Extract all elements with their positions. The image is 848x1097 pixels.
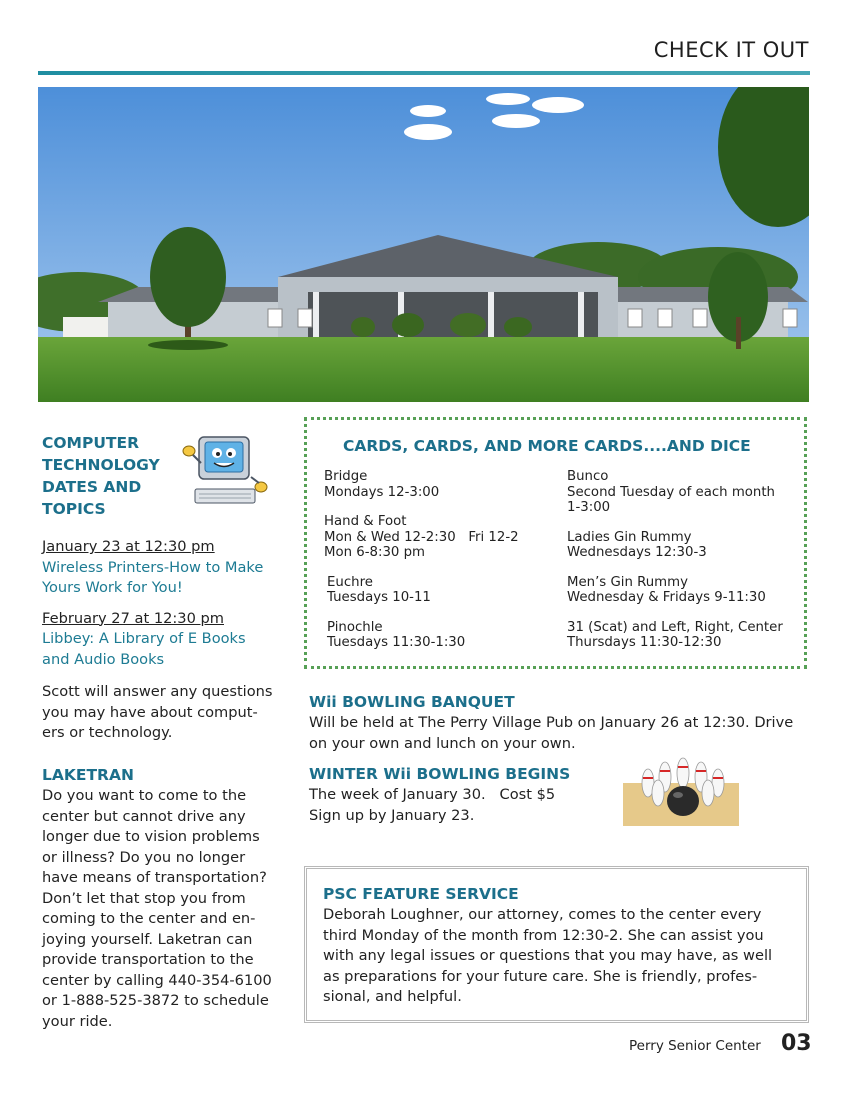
page-number: 03 bbox=[781, 1031, 812, 1056]
laketran-line: provide transportation to the bbox=[42, 951, 254, 968]
psc-line: as preparations for your future care. She is friendly, profes- bbox=[323, 967, 758, 985]
activity-name: Bunco bbox=[567, 469, 609, 484]
computer-tech-heading bbox=[42, 432, 160, 520]
page-section-title: CHECK IT OUT bbox=[653, 38, 809, 62]
activity-time: Tuesdays 10-11 bbox=[327, 590, 431, 605]
laketran-line: have means of transportation? bbox=[42, 869, 267, 886]
laketran-line: joying yourself. Laketran can bbox=[42, 930, 253, 948]
activity-time: Tuesdays 11:30-1:30 bbox=[327, 635, 466, 650]
heading-line: TECHNOLOGY bbox=[42, 456, 160, 474]
session-topic-line: and Audio Books bbox=[42, 650, 165, 668]
card-activity bbox=[567, 620, 802, 651]
senior-center-photo bbox=[38, 87, 809, 402]
laketran-heading: LAKETRAN bbox=[42, 766, 134, 784]
laketran-line: center by calling 440-354-6100 bbox=[42, 971, 272, 989]
activity-time: Mondays 12-3:00 bbox=[324, 484, 440, 500]
wii-banquet-body bbox=[309, 713, 809, 754]
winter-wii-line: Sign up by January 23. bbox=[309, 806, 475, 824]
laketran-line: Don’t let that stop you from bbox=[42, 889, 246, 907]
psc-line: with any legal issues or questions that you may have, as well bbox=[323, 947, 773, 964]
laketran-line: your ride. bbox=[42, 1012, 113, 1030]
card-activity bbox=[567, 575, 802, 606]
activity-name: Euchre bbox=[327, 574, 373, 590]
laketran-line: or 1-888-525-3872 to schedule bbox=[42, 992, 269, 1009]
computer-note-line: Scott will answer any questions bbox=[42, 683, 273, 700]
card-activity bbox=[324, 469, 554, 500]
cards-title: CARDS, CARDS, AND MORE CARDS....AND DICE bbox=[343, 437, 751, 455]
winter-wii-line: The week of January 30. Cost $5 bbox=[309, 786, 556, 803]
wii-banquet-line: on your own and lunch on your own. bbox=[309, 734, 576, 752]
header-divider bbox=[38, 71, 810, 75]
psc-line: sional, and helpful. bbox=[323, 988, 462, 1005]
wii-banquet-heading: Wii BOWLING BANQUET bbox=[309, 693, 515, 711]
activity-name: 31 (Scat) and Left, Right, Center bbox=[567, 619, 783, 635]
heading-line: COMPUTER bbox=[42, 434, 140, 452]
psc-body bbox=[323, 905, 793, 1008]
activity-time: Second Tuesday of each month bbox=[567, 484, 775, 500]
session-topic-line: Libbey: A Library of E Books bbox=[42, 630, 246, 647]
psc-line: third Monday of the month from 12:30-2. She can assist you bbox=[323, 926, 764, 944]
winter-wii-heading: WINTER Wii BOWLING BEGINS bbox=[309, 765, 571, 783]
activity-name: Ladies Gin Rummy bbox=[567, 529, 692, 545]
card-activity bbox=[567, 530, 802, 561]
bowling-pins-icon bbox=[623, 753, 739, 826]
activity-time: Wednesdays 12:30-3 bbox=[567, 545, 707, 560]
laketran-body bbox=[42, 786, 282, 1032]
laketran-line: or illness? Do you no longer bbox=[42, 848, 246, 866]
activity-time: 1-3:00 bbox=[567, 500, 611, 515]
activity-time: Mon 6-8:30 pm bbox=[324, 545, 425, 560]
psc-heading: PSC FEATURE SERVICE bbox=[323, 885, 519, 903]
psc-line: Deborah Loughner, our attorney, comes to the center every bbox=[323, 906, 762, 923]
heading-line: DATES AND bbox=[42, 478, 142, 496]
session-date: January 23 at 12:30 pm bbox=[42, 538, 215, 555]
cards-left-column bbox=[324, 469, 554, 651]
laketran-line: coming to the center and en- bbox=[42, 910, 256, 927]
card-activity bbox=[324, 575, 554, 606]
card-activity bbox=[324, 620, 554, 651]
computer-note-line: ers or technology. bbox=[42, 724, 173, 741]
computer-sessions bbox=[42, 537, 287, 744]
activity-name: Pinochle bbox=[327, 619, 383, 635]
activity-time: Thursdays 11:30-12:30 bbox=[567, 635, 722, 650]
computer-note-line: you may have about comput- bbox=[42, 703, 258, 721]
cards-right-column bbox=[567, 469, 802, 651]
session-topic-line: Wireless Printers-How to Make bbox=[42, 558, 264, 576]
activity-name: Men’s Gin Rummy bbox=[567, 574, 688, 590]
wii-banquet-line: Will be held at The Perry Village Pub on January 26 at 12:30. Drive bbox=[309, 714, 794, 731]
heading-line: TOPICS bbox=[42, 500, 106, 518]
card-activity bbox=[567, 469, 802, 516]
laketran-line: Do you want to come to the bbox=[42, 787, 247, 804]
activity-name: Hand & Foot bbox=[324, 514, 407, 529]
cartoon-computer-icon bbox=[181, 433, 269, 513]
session-topic-line: Yours Work for You! bbox=[42, 579, 183, 596]
footer-org-name: Perry Senior Center bbox=[629, 1038, 761, 1054]
activity-time: Wednesday & Fridays 9-11:30 bbox=[567, 590, 766, 605]
winter-wii-body bbox=[309, 785, 609, 826]
activity-time: Mon & Wed 12-2:30 Fri 12-2 bbox=[324, 529, 519, 545]
activity-name: Bridge bbox=[324, 469, 368, 484]
laketran-line: center but cannot drive any bbox=[42, 807, 246, 825]
laketran-line: longer due to vision problems bbox=[42, 828, 260, 845]
session-date: February 27 at 12:30 pm bbox=[42, 609, 224, 627]
card-activity bbox=[324, 514, 554, 561]
